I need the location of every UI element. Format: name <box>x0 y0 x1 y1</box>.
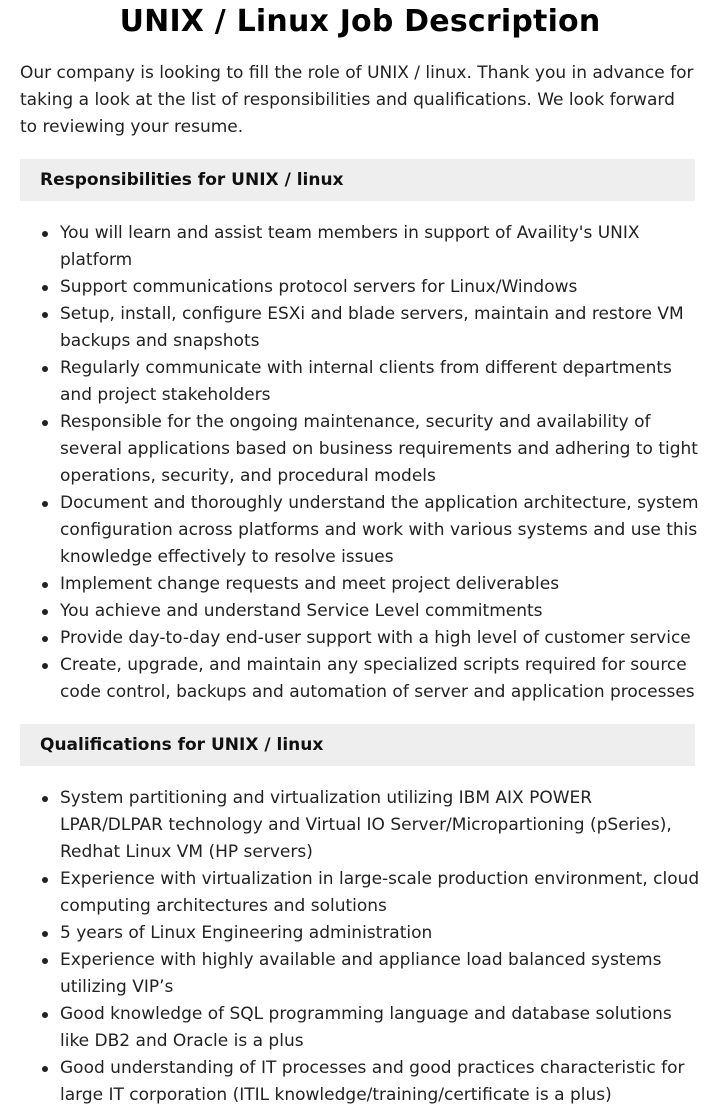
list-item <box>20 785 700 866</box>
list-item <box>20 490 700 571</box>
list-item-text: You will learn and assist team members in support of Availity's UNIX platform <box>60 223 640 270</box>
qualifications-list <box>20 785 700 1109</box>
bullet-icon <box>42 1012 48 1018</box>
bullet-icon <box>42 366 48 372</box>
bullet-icon <box>42 1066 48 1072</box>
list-item <box>20 409 700 490</box>
bullet-icon <box>42 609 48 615</box>
list-item-text: Provide day-to-day end-user support with a high level of customer service <box>60 628 691 648</box>
list-item-text: Good understanding of IT processes and good practices characteristic for large IT corporation (ITIL knowledge/training/certificate is a plus) <box>60 1058 685 1105</box>
bullet-icon <box>42 877 48 883</box>
list-item <box>20 625 700 652</box>
bullet-icon <box>42 582 48 588</box>
bullet-icon <box>42 958 48 964</box>
responsibilities-heading-text: Responsibilities for UNIX / linux <box>40 170 344 190</box>
responsibilities-list <box>20 220 700 706</box>
list-item <box>20 1055 700 1109</box>
bullet-icon <box>42 285 48 291</box>
list-item-text: System partitioning and virtualization utilizing IBM AIX POWER LPAR/DLPAR technology and Virtual IO Server/Micropartioning (pSeries), Redhat Linux VM (HP servers) <box>60 788 672 862</box>
list-item <box>20 598 700 625</box>
list-item <box>20 571 700 598</box>
list-item-text: Regularly communicate with internal clients from different departments and project stakeholders <box>60 358 672 405</box>
list-item-text: You achieve and understand Service Level commitments <box>60 601 543 621</box>
list-item <box>20 274 700 301</box>
list-item-text: 5 years of Linux Engineering administration <box>60 923 433 943</box>
list-item <box>20 652 700 706</box>
list-item-text: Create, upgrade, and maintain any specialized scripts required for source code control, backups and automation of server and application processes <box>60 655 695 702</box>
list-item <box>20 220 700 274</box>
bullet-icon <box>42 231 48 237</box>
intro-paragraph: Our company is looking to fill the role of UNIX / linux. Thank you in advance for taking a look at the list of responsibilities and qualifications. We look forward to reviewing your resume. <box>20 63 694 137</box>
list-item <box>20 920 700 947</box>
list-item-text: Good knowledge of SQL programming language and database solutions like DB2 and Oracle is a plus <box>60 1004 672 1051</box>
list-item-text: Setup, install, configure ESXi and blade servers, maintain and restore VM backups and snapshots <box>60 304 684 351</box>
bullet-icon <box>42 796 48 802</box>
qualifications-heading <box>20 724 695 766</box>
bullet-icon <box>42 663 48 669</box>
bullet-icon <box>42 636 48 642</box>
list-item <box>20 947 700 1001</box>
bullet-icon <box>42 931 48 937</box>
page-title: UNIX / Linux Job Description <box>119 4 601 39</box>
list-item-text: Document and thoroughly understand the application architecture, system configuration across platforms and work with various systems and use this knowledge effectively to resolve issues <box>60 493 699 567</box>
bullet-icon <box>42 312 48 318</box>
responsibilities-heading <box>20 159 695 201</box>
list-item <box>20 355 700 409</box>
list-item-text: Experience with virtualization in large-scale production environment, cloud computing architectures and solutions <box>60 869 700 916</box>
bullet-icon <box>42 420 48 426</box>
list-item-text: Support communications protocol servers for Linux/Windows <box>60 277 578 297</box>
list-item <box>20 301 700 355</box>
list-item-text: Implement change requests and meet project deliverables <box>60 574 560 594</box>
list-item <box>20 866 700 920</box>
list-item-text: Responsible for the ongoing maintenance, security and availability of several applications based on business requirements and adhering to tight operations, security, and procedural models <box>60 412 698 486</box>
qualifications-heading-text: Qualifications for UNIX / linux <box>40 735 324 755</box>
list-item-text: Experience with highly available and appliance load balanced systems utilizing VIP’s <box>60 950 662 997</box>
list-item <box>20 1001 700 1055</box>
bullet-icon <box>42 501 48 507</box>
